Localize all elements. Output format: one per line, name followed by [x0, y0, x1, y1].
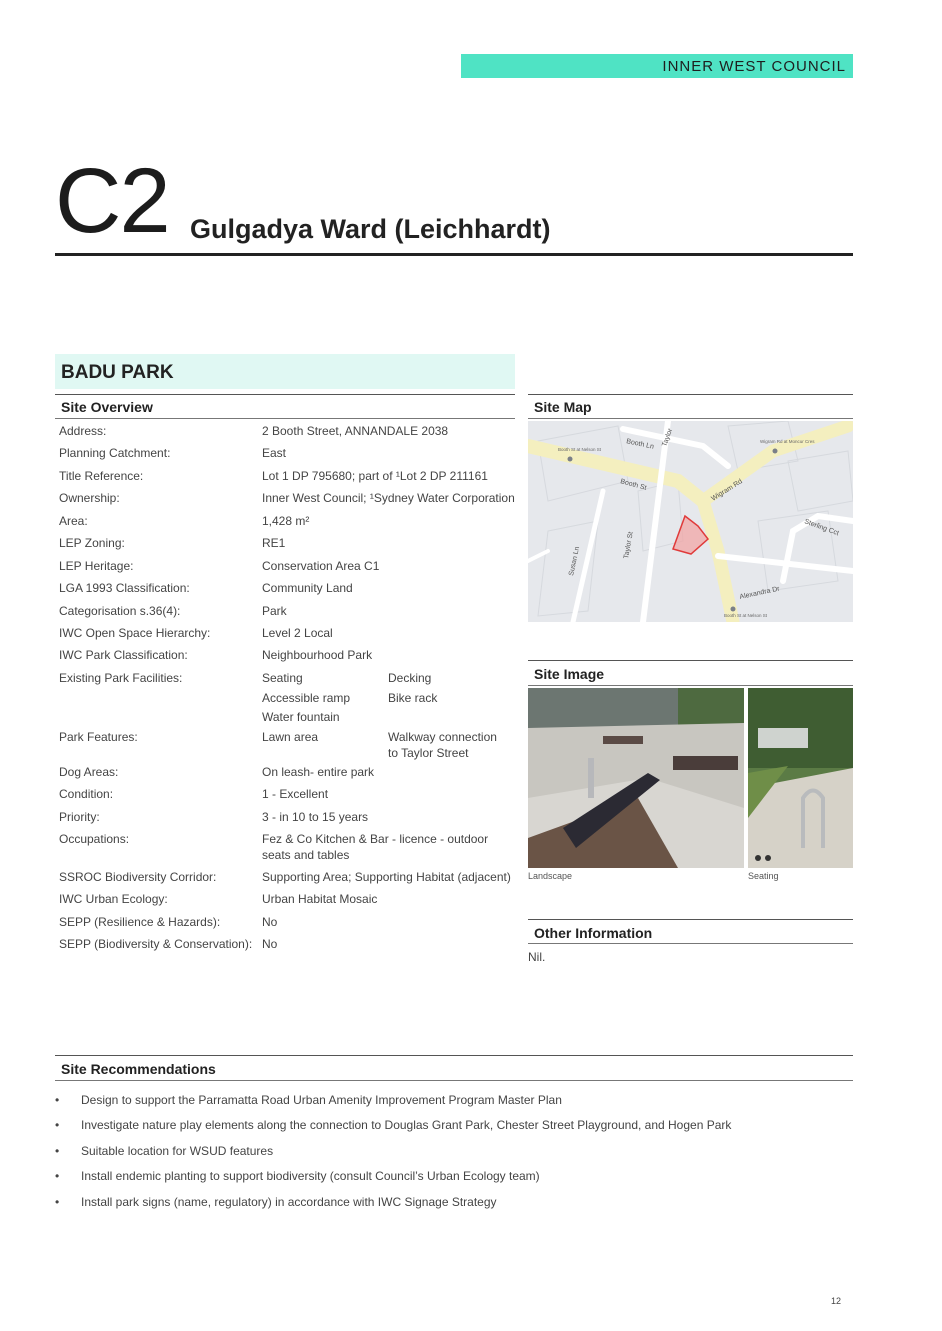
section-title: Gulgadya Ward (Leichhardt) [190, 214, 551, 244]
bus-stop-label: Booth St at Nelson St [724, 613, 768, 618]
site-map-graphic [528, 421, 853, 622]
overview-value: Supporting Area; Supporting Habitat (adjacent) [262, 870, 511, 884]
overview-label: Area: [59, 514, 88, 528]
bullet-icon: • [55, 1118, 60, 1132]
feature-item: Walkway connection [388, 730, 497, 744]
occupations-value: seats and tables [262, 848, 350, 862]
map-rule-bottom [528, 418, 853, 419]
bus-stop-icon [773, 449, 778, 454]
overview-value: Community Land [262, 581, 353, 595]
page-number: 12 [831, 1296, 842, 1306]
list-item [55, 1093, 562, 1107]
street-label: Taylor [661, 427, 675, 448]
features-label: Park Features: [59, 730, 138, 744]
site-map-heading: Site Map [534, 399, 592, 415]
facility-item: Decking [388, 671, 432, 685]
overview-value: 1,428 m² [262, 514, 310, 528]
overview-value: On leash- entire park [262, 765, 375, 779]
other-info-rule-top [528, 919, 853, 920]
recommendation-text: Install endemic planting to support biodiversity (consult Council’s Urban Ecology team) [81, 1169, 540, 1183]
overview-value: Neighbourhood Park [262, 648, 373, 662]
image-rule-bottom [528, 685, 853, 686]
list-item [55, 1144, 273, 1158]
facility-item: Bike rack [388, 691, 438, 705]
photo-dot-icon [765, 855, 771, 861]
overview-value: 1 - Excellent [262, 787, 329, 801]
list-item [55, 1169, 540, 1183]
recommendations-rule-bottom [55, 1080, 853, 1081]
photo-caption: Seating [748, 871, 779, 881]
overview-value: Conservation Area C1 [262, 559, 380, 573]
overview-label: LEP Zoning: [59, 536, 125, 550]
street-label: Susan Ln [568, 546, 582, 577]
overview-value: 3 - in 10 to 15 years [262, 810, 369, 824]
park-name: BADU PARK [61, 362, 174, 383]
title-divider [55, 253, 853, 256]
recommendations-heading: Site Recommendations [61, 1061, 216, 1077]
overview-value: Level 2 Local [262, 626, 333, 640]
overview-value: Inner West Council; ¹Sydney Water Corporation [262, 491, 515, 505]
other-info-rule-bottom [528, 943, 853, 944]
overview-label: Dog Areas: [59, 765, 119, 779]
bullet-icon: • [55, 1169, 60, 1183]
overview-label: SSROC Biodiversity Corridor: [59, 870, 217, 884]
overview-value: Lot 1 DP 795680; part of ¹Lot 2 DP 211161 [262, 469, 488, 483]
overview-value: Park [262, 604, 287, 618]
bus-stop-icon [731, 607, 736, 612]
feature-item: to Taylor Street [388, 746, 469, 760]
facility-item: Seating [262, 671, 303, 685]
feature-item: Lawn area [262, 730, 319, 744]
overview-rule-top [55, 394, 515, 395]
recommendation-text: Install park signs (name, regulatory) in accordance with IWC Signage Strategy [81, 1195, 497, 1209]
bullet-icon: • [55, 1144, 60, 1158]
seating-photo [748, 688, 853, 868]
bullet-icon: • [55, 1093, 60, 1107]
occupations-value: Fez & Co Kitchen & Bar - licence - outdoor [262, 832, 489, 846]
facilities-label: Existing Park Facilities: [59, 671, 183, 685]
site-map [528, 421, 853, 622]
street-label: Taylor St [623, 531, 635, 560]
overview-label: IWC Park Classification: [59, 648, 188, 662]
other-info-heading: Other Information [534, 925, 653, 941]
overview-label: IWC Urban Ecology: [59, 892, 168, 906]
seating-photo-graphic [748, 688, 853, 868]
map-rule-top [528, 394, 853, 395]
facility-item: Accessible ramp [262, 691, 351, 705]
section-code: C2 [55, 150, 169, 252]
recommendations-rule-top [55, 1055, 853, 1056]
overview-label: LGA 1993 Classification: [59, 581, 190, 595]
overview-value: No [262, 937, 278, 951]
overview-value: RE1 [262, 536, 286, 550]
overview-value: 2 Booth Street, ANNANDALE 2038 [262, 424, 449, 438]
bus-stop-label: Booth St at Nelson St [558, 447, 602, 452]
overview-label: LEP Heritage: [59, 559, 134, 573]
council-header-bar [461, 54, 853, 78]
street-label: Sterling Cct [803, 518, 840, 538]
landscape-photo [528, 688, 744, 868]
overview-label: IWC Open Space Hierarchy: [59, 626, 211, 640]
facility-item: Water fountain [262, 710, 340, 724]
list-item [55, 1118, 731, 1132]
council-name: INNER WEST COUNCIL [662, 58, 846, 75]
recommendation-text: Design to support the Parramatta Road Urban Amenity Improvement Program Master Plan [81, 1093, 562, 1107]
site-image-heading: Site Image [534, 666, 605, 682]
bullet-icon: • [55, 1195, 60, 1209]
street-label: Wigram Rd [710, 478, 744, 503]
overview-label: Planning Catchment: [59, 446, 171, 460]
photo-caption: Landscape [528, 871, 573, 881]
image-rule-top [528, 660, 853, 661]
overview-label: Title Reference: [59, 469, 144, 483]
recommendation-text: Suitable location for WSUD features [81, 1144, 274, 1158]
overview-value: No [262, 915, 278, 929]
list-item [55, 1195, 497, 1209]
street-label: Booth St [619, 478, 648, 492]
landscape-photo-graphic [528, 688, 744, 868]
occupations-label: Occupations: [59, 832, 130, 846]
overview-value: Urban Habitat Mosaic [262, 892, 378, 906]
overview-label: SEPP (Biodiversity & Conservation): [59, 937, 253, 951]
overview-label: Condition: [59, 787, 114, 801]
other-info-text: Nil. [528, 950, 546, 964]
photo-dot-icon [755, 855, 761, 861]
overview-value: East [262, 446, 287, 460]
overview-label: SEPP (Resilience & Hazards): [59, 915, 221, 929]
recommendation-text: Investigate nature play elements along the connection to Douglas Grant Park, Chester Street Playground, and Hogen Park [81, 1118, 732, 1132]
bus-stop-label: Wigram Rd at Moncur Cres [760, 439, 815, 444]
overview-label: Ownership: [59, 491, 120, 505]
street-label: Alexandra Dr [738, 585, 781, 601]
overview-label: Address: [59, 424, 107, 438]
bus-stop-icon [568, 457, 573, 462]
overview-label: Priority: [59, 810, 100, 824]
overview-label: Categorisation s.36(4): [59, 604, 181, 618]
street-label: Booth Ln [625, 438, 655, 451]
site-overview-heading: Site Overview [61, 399, 153, 415]
park-name-band [55, 354, 515, 389]
overview-rule-bottom [55, 418, 515, 419]
